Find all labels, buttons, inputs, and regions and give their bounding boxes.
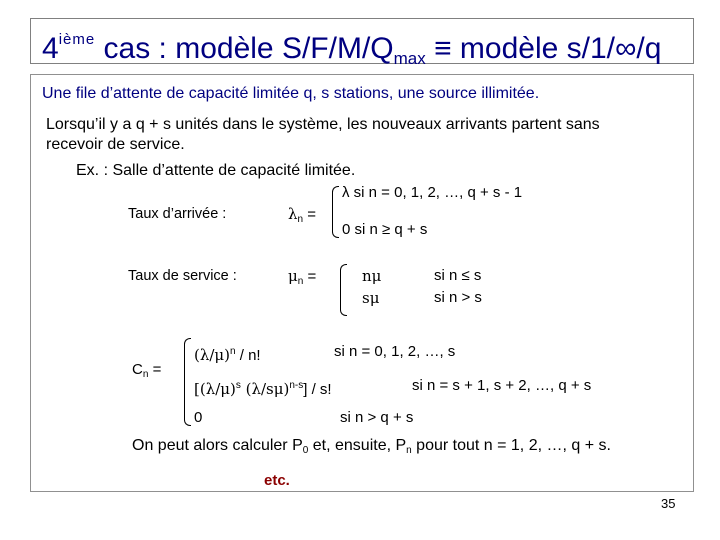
service-case-2-condition: si n > s xyxy=(434,289,482,306)
cn-brace xyxy=(184,338,191,426)
service-rate-label: Taux de service : xyxy=(128,268,237,284)
cn-case-1-condition: si n = 0, 1, 2, …, s xyxy=(334,343,456,360)
service-brace xyxy=(340,264,347,316)
service-case-1-value: nμ xyxy=(362,267,382,285)
page-number: 35 xyxy=(661,496,676,511)
description-line-2: recevoir de service. xyxy=(46,136,185,153)
service-case-2-value: sμ xyxy=(362,289,380,307)
arrival-case-1: λ si n = 0, 1, 2, …, q + s - 1 xyxy=(342,184,523,201)
arrival-rate-symbol: $\lambda_n$ = xyxy=(288,205,317,225)
description-line-1: Lorsqu’il y a q + s unités dans le système, les nouveaux arrivants partent sans xyxy=(46,116,600,133)
service-case-1-condition: si n ≤ s xyxy=(434,267,482,284)
cn-case-3-condition: si n > q + s xyxy=(340,409,414,426)
etc-text: etc. xyxy=(264,472,290,489)
example-text: Ex. : Salle d’attente de capacité limitée. xyxy=(76,162,356,179)
arrival-case-2: 0 si n ≥ q + s xyxy=(342,221,428,238)
arrival-rate-label: Taux d’arrivée : xyxy=(128,206,227,222)
slide-title: 4ième cas : modèle $S/F/M/Q_{max}$ ≡ modèle s/1/∞/q xyxy=(42,31,662,68)
service-rate-symbol: $\mu_n$ = xyxy=(288,267,317,287)
cn-case-2-condition: si n = s + 1, s + 2, …, q + s xyxy=(412,377,592,394)
arrival-brace xyxy=(332,186,339,238)
cn-symbol: $C_n$ = xyxy=(132,361,162,380)
conclusion-text: On peut alors calculer $P_0$ et, ensuite, $P_n$ pour tout n = 1, 2, …, q + s. xyxy=(132,437,611,456)
intro-text: Une file d’attente de capacité limitée q, s stations, une source illimitée. xyxy=(42,85,540,102)
cn-case-3-value: 0 xyxy=(194,409,203,426)
cn-case-1-value: $(\lambda/\mu)^n$ / n! xyxy=(194,346,261,364)
cn-case-2-value: [$(\lambda/\mu)^s$ $(\lambda/s\mu)^{n-s}$] / s! xyxy=(194,380,332,398)
